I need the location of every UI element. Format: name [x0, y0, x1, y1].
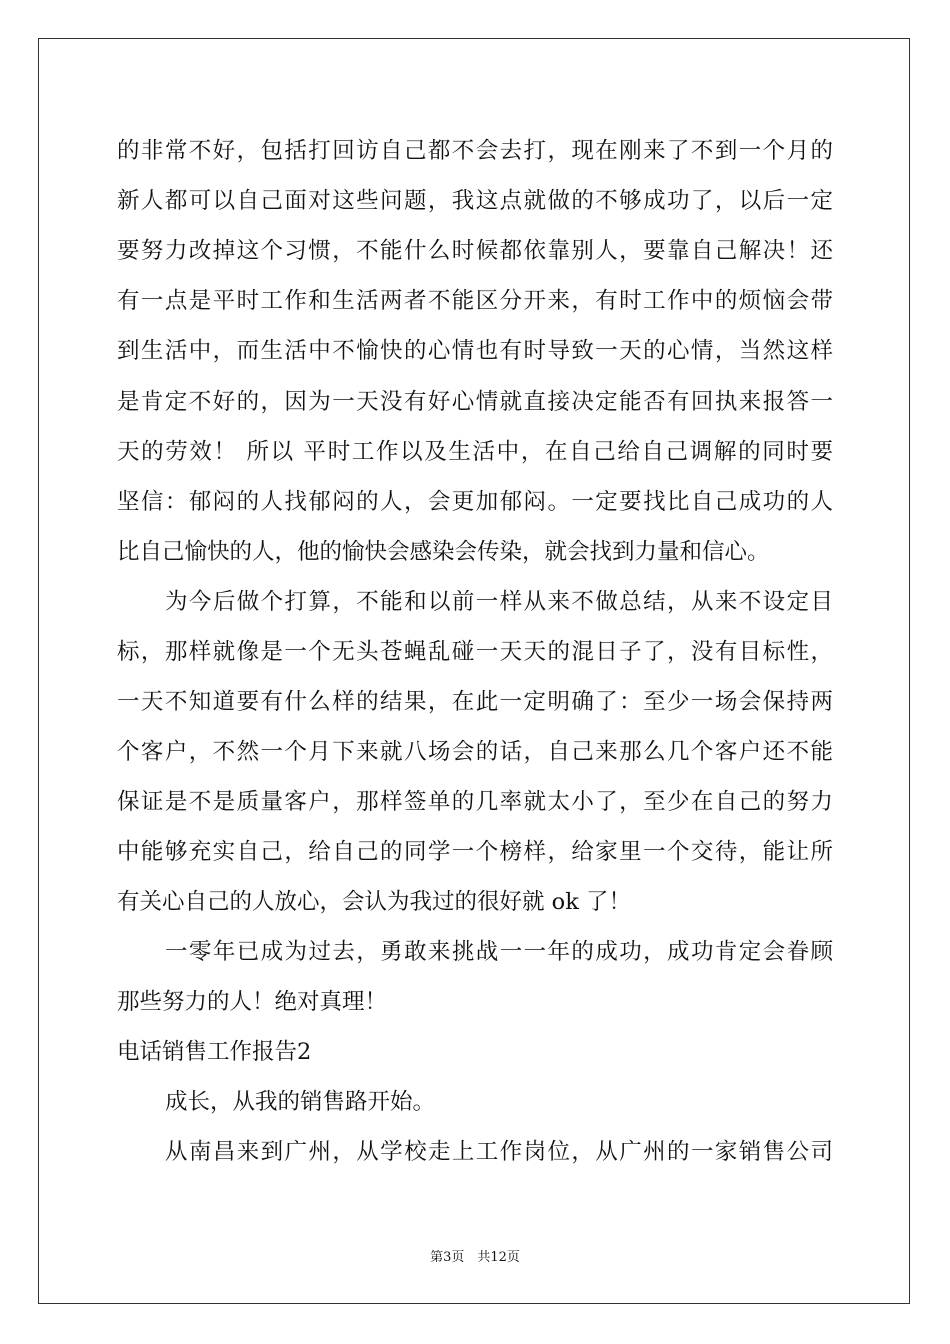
text-line: 到生活中，而生活中不愉快的心情也有时导致一天的心情，当然这样: [117, 338, 833, 364]
text-line: 一天不知道要有什么样的结果，在此一定明确了：至少一场会保持两: [117, 689, 833, 715]
text-line: 是肯定不好的，因为一天没有好心情就直接决定能否有回执来报答一: [117, 389, 833, 415]
text-line: 有关心自己的人放心，会认为我过的很好就 ok 了！: [117, 889, 631, 915]
text-line: 中能够充实自己，给自己的同学一个榜样，给家里一个交待，能让所: [117, 839, 833, 865]
paragraph-first-line: 一零年已成为过去，勇敢来挑战一一年的成功，成功肯定会眷顾: [165, 939, 833, 965]
paragraph-first-line: 为今后做个打算，不能和以前一样从来不做总结，从来不设定目: [165, 589, 833, 615]
text-line: 标，那样就像是一个无头苍蝇乱碰一天天的混日子了，没有目标性，: [117, 639, 833, 665]
text-line: 保证是不是质量客户，那样签单的几率就太小了，至少在自己的努力: [117, 789, 833, 815]
page-number-footer: 第3页 共12页: [430, 1250, 520, 1265]
text-line: 的非常不好，包括打回访自己都不会去打，现在刚来了不到一个月的: [117, 138, 833, 164]
text-line: 天的劳效！ 所以 平时工作以及生活中，在自己给自己调解的同时要: [117, 439, 833, 465]
text-line: 个客户，不然一个月下来就八场会的话，自己来那么几个客户还不能: [117, 739, 833, 765]
text-line: 坚信：郁闷的人找郁闷的人，会更加郁闷。一定要找比自己成功的人: [117, 489, 833, 515]
paragraph-first-line: 成长，从我的销售路开始。: [165, 1089, 436, 1115]
text-line: 有一点是平时工作和生活两者不能区分开来，有时工作中的烦恼会带: [117, 288, 833, 314]
paragraph-first-line: 从南昌来到广州，从学校走上工作岗位，从广州的一家销售公司: [165, 1139, 833, 1165]
text-line: 新人都可以自己面对这些问题，我这点就做的不够成功了，以后一定: [117, 188, 833, 214]
text-line: 比自己愉快的人，他的愉快会感染会传染，就会找到力量和信心。: [117, 539, 770, 565]
section-heading: 电话销售工作报告2: [117, 1039, 312, 1065]
text-line: 那些努力的人！绝对真理！: [117, 989, 388, 1015]
text-line: 要努力改掉这个习惯，不能什么时候都依靠别人，要靠自己解决！还: [117, 238, 833, 264]
